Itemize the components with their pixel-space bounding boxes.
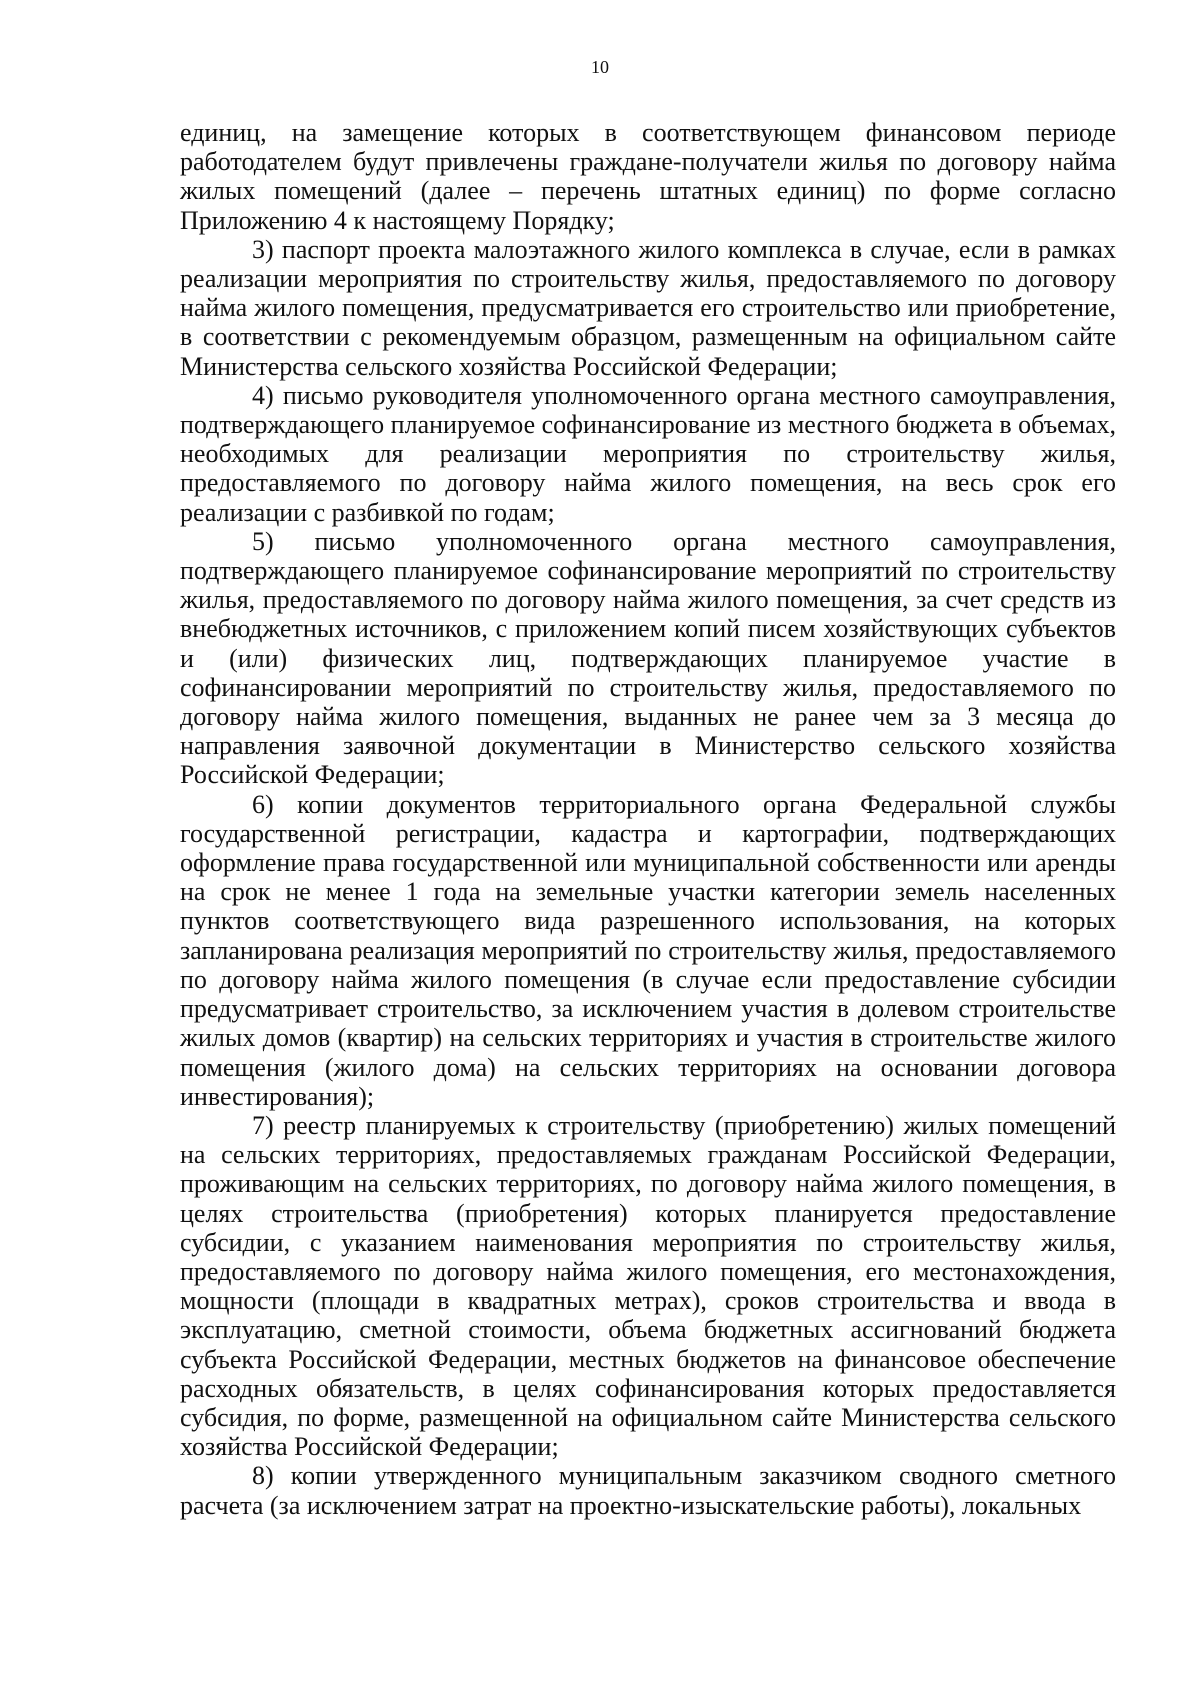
paragraph-item-3: 3) паспорт проекта малоэтажного жилого комплекса в случае, если в рамках реализации мероприятия по строительству жилья, предоставляемого по договору найма жилого помещения, предусматривается его строительство или приобретение, в соответствии с рекомендуемым образцом, размещенным на официальном сайте Министерства сельского хозяйства Российской Федерации; xyxy=(180,234,1116,381)
paragraph-item-6: 6) копии документов территориального органа Федеральной службы государственной регистрации, кадастра и картографии, подтверждающих оформление права государственной или муниципальной собственности или аренды на срок не менее 1 года на земельные участки категории земель населенных пунктов соответствующего вида разрешенного использования, на которых запланирована реализация мероприятий по строительству жилья, предоставляемого по договору найма жилого помещения (в случае если предоставление субсидии предусматривает строительство, за исключением участия в долевом строительстве жилых домов (квартир) на сельских территориях и участия в строительстве жилого помещения (жилого дома) на сельских территориях на основании договора инвестирования); xyxy=(180,789,1116,1111)
paragraph-continuation: единиц, на замещение которых в соответствующем финансовом периоде работодателем будут привлечены граждане-получатели жилья по договору найма жилых помещений (далее – перечень штатных единиц) по форме согласно Приложению 4 к настоящему Порядку; xyxy=(180,118,1116,235)
paragraph-item-8: 8) копии утвержденного муниципальным заказчиком сводного сметного расчета (за исключением затрат на проектно-изыскательские работы), локальных xyxy=(180,1461,1116,1520)
paragraph-item-7: 7) реестр планируемых к строительству (приобретению) жилых помещений на сельских территориях, предоставляемых гражданам Российской Федерации, проживающим на сельских территориях, по договору найма жилого помещения, в целях строительства (приобретения) которых планируется предоставление субсидии, с указанием наименования мероприятия по строительству жилья, предоставляемого по договору найма жилого помещения, его местонахождения, мощности (площади в квадратных метрах), сроков строительства и ввода в эксплуатацию, сметной стоимости, объема бюджетных ассигнований бюджета субъекта Российской Федерации, местных бюджетов на финансовое обеспечение расходных обязательств, в целях софинансирования которых предоставляется субсидия, по форме, размещенной на официальном сайте Министерства сельского хозяйства Российской Федерации; xyxy=(180,1110,1116,1462)
page-number: 10 xyxy=(591,57,609,77)
document-body xyxy=(180,118,1116,1520)
paragraph-item-4: 4) письмо руководителя уполномоченного органа местного самоуправления, подтверждающего планируемое софинансирование из местного бюджета в объемах, необходимых для реализации мероприятия по строительству жилья, предоставляемого по договору найма жилого помещения, на весь срок его реализации с разбивкой по годам; xyxy=(180,380,1116,527)
paragraph-item-5: 5) письмо уполномоченного органа местного самоуправления, подтверждающего планируемое софинансирование мероприятий по строительству жилья, предоставляемого по договору найма жилого помещения, за счет средств из внебюджетных источников, с приложением копий писем хозяйствующих субъектов и (или) физических лиц, подтверждающих планируемое участие в софинансировании мероприятий по строительству жилья, предоставляемого по договору найма жилого помещения, выданных не ранее чем за 3 месяца до направления заявочной документации в Министерство сельского хозяйства Российской Федерации; xyxy=(180,526,1116,790)
